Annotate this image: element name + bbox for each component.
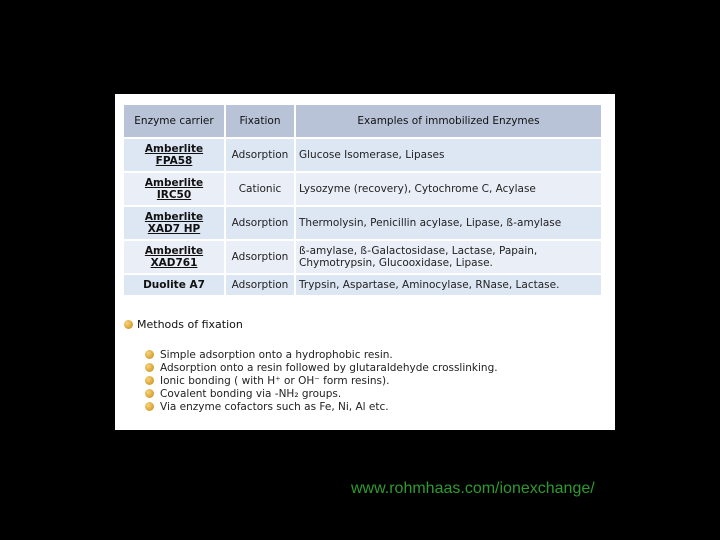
method-text: Covalent bonding via -NH₂ groups. [160,387,342,400]
table-row [124,173,601,205]
fixation-cell: Adsorption [226,275,294,295]
table-row [124,241,601,273]
bullet-icon [145,402,154,411]
method-text: Simple adsorption onto a hydrophobic resin. [160,348,393,361]
method-text: Via enzyme cofactors such as Fe, Ni, Al etc. [160,400,389,413]
methods-heading [124,318,243,331]
bullet-icon [145,376,154,385]
slide-image-panel [115,94,615,430]
bullet-icon [145,350,154,359]
bullet-icon [145,389,154,398]
carrier-link[interactable]: Amberlite XAD7 HP [124,207,224,239]
fixation-cell: Adsorption [226,139,294,171]
header-fixation: Fixation [226,105,294,137]
carrier-cell: Duolite A7 [124,275,224,295]
methods-heading-text: Methods of fixation [137,318,243,331]
examples-cell: Glucose Isomerase, Lipases [296,139,601,171]
examples-cell: Lysozyme (recovery), Cytochrome C, Acylase [296,173,601,205]
fixation-cell: Adsorption [226,207,294,239]
carrier-link[interactable]: Amberlite IRC50 [124,173,224,205]
enzyme-table [122,103,603,297]
bullet-icon [145,363,154,372]
fixation-cell: Adsorption [226,241,294,273]
table-row [124,207,601,239]
header-examples: Examples of immobilized Enzymes [296,105,601,137]
methods-list [145,348,498,413]
header-enzyme-carrier: Enzyme carrier [124,105,224,137]
list-item [145,348,498,361]
fixation-cell: Cationic [226,173,294,205]
method-text: Adsorption onto a resin followed by glutaraldehyde crosslinking. [160,361,498,374]
list-item [145,387,498,400]
method-text: Ionic bonding ( with H⁺ or OH⁻ form resins). [160,374,390,387]
table-row [124,139,601,171]
list-item [145,374,498,387]
examples-cell: Trypsin, Aspartase, Aminocylase, RNase, Lactase. [296,275,601,295]
list-item [145,400,498,413]
list-item [145,361,498,374]
table-row [124,275,601,295]
source-url: www.rohmhaas.com/ionexchange/ [351,480,595,497]
carrier-link[interactable]: Amberlite FPA58 [124,139,224,171]
table-header-row [124,105,601,137]
examples-cell: Thermolysin, Penicillin acylase, Lipase, ß-amylase [296,207,601,239]
examples-cell: ß-amylase, ß-Galactosidase, Lactase, Papain, Chymotrypsin, Glucooxidase, Lipase. [296,241,601,273]
bullet-icon [124,320,133,329]
carrier-link[interactable]: Amberlite XAD761 [124,241,224,273]
